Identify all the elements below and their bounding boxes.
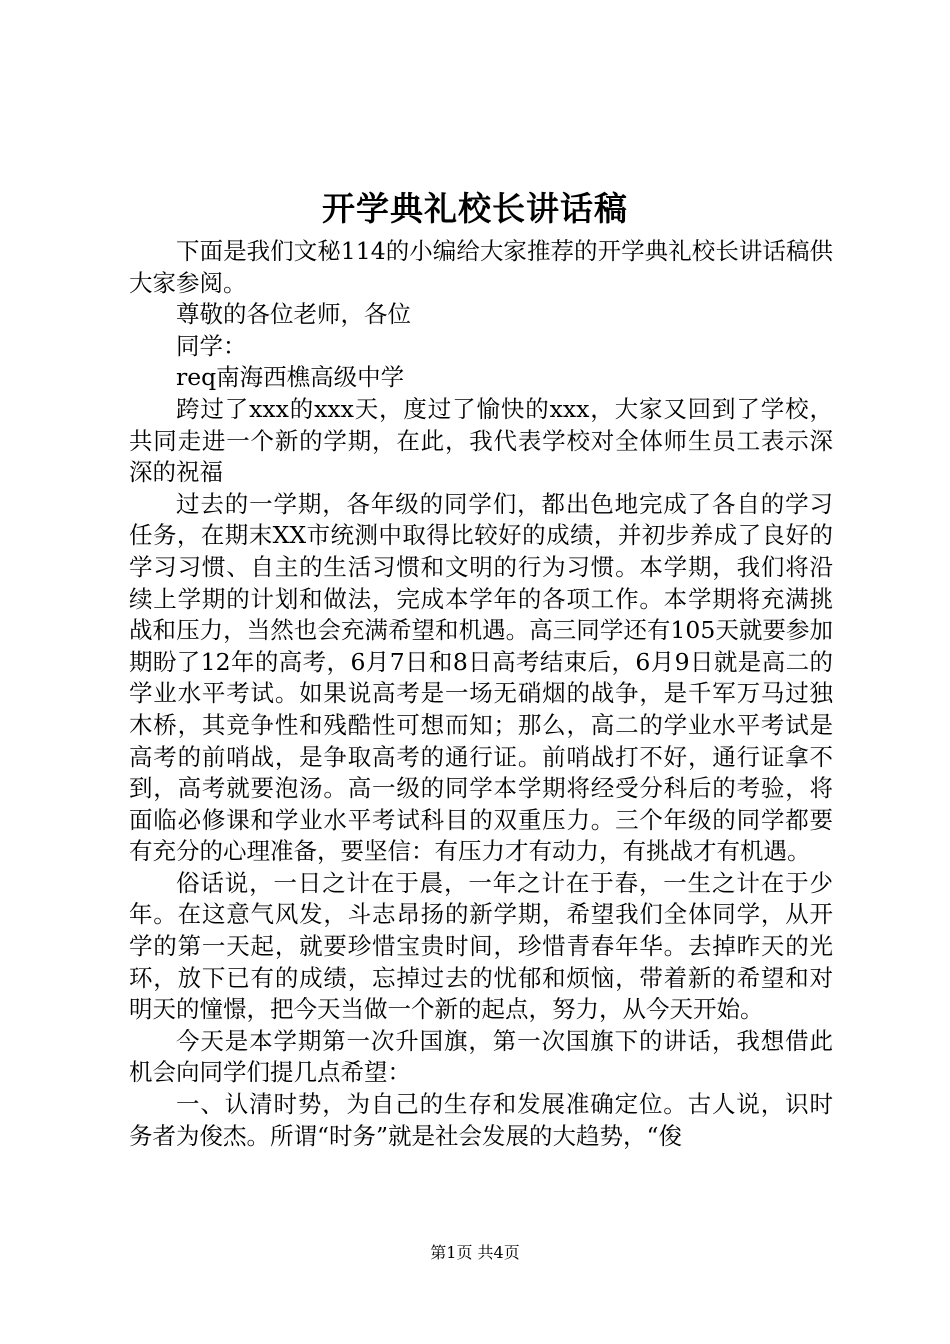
paragraph-flag-speech: 今天是本学期第一次升国旗，第一次国旗下的讲话，我想借此机会向同学们提几点希望： [129,1026,833,1087]
paragraph-salutation: 尊敬的各位老师，各位 [176,300,411,329]
paragraph-past-semester: 过去的一学期，各年级的同学们，都出色地完成了各自的学习任务，在期末XX市统测中取得比较好的成绩，并初步养成了良好的学习习惯、自主的生活习惯和文明的行为习惯。本学期，我们将沿续上学期的计划和做法，完成本学年的各项工作。本学期将充满挑战和压力，当然也会充满希望和机遇。高三同学还有105天就要参加期盼了12年的高考，6月7日和8日高考结束后，6月9日就是高二的学业水平考试。如果说高考是一场无硝烟的战争，是千军万马过独木桥，其竞争性和残酷性可想而知；那么，高二的学业水平考试是高考的前哨战，是争取高考的通行证。前哨战打不好，通行证拿不到，高考就要泡汤。高一级的同学本学期将经受分科后的考验，将面临必修课和学业水平考试科目的双重压力。三个年级的同学都要有充分的心理准备，要坚信：有压力才有动力，有挑战才有机遇。 [129,489,833,866]
document-title: 开学典礼校长讲话稿 [322,189,628,228]
paragraph-point-one: 一、认清时势，为自己的生存和发展准确定位。古人说，识时务者为俊杰。所谓“时务”就是社会发展的大趋势，“俊 [129,1090,833,1150]
paragraph-proverb: 俗话说，一日之计在于晨，一年之计在于春，一生之计在于少年。在这意气风发，斗志昂扬的新学期，希望我们全体同学，从开学的第一天起，就要珍惜宝贵时间，珍惜青春年华。去掉昨天的光环，放下已有的成绩，忘掉过去的忧郁和烦恼，带着新的希望和对明天的憧憬，把今天当做一个新的起点，努力，从今天开始。 [129,868,833,1024]
paragraph-salutation-cont: 同学： [176,331,247,360]
paragraph-school-name: req南海西樵高级中学 [176,363,405,392]
paragraph-greeting: 跨过了xxx的xxx天，度过了愉快的xxx，大家又回到了学校，共同走进一个新的学期，在此，我代表学校对全体师生员工表示深深的祝福 [129,394,833,487]
paragraph-intro: 下面是我们文秘114的小编给大家推荐的开学典礼校长讲话稿供大家参阅。 [129,237,833,297]
document-body [129,236,833,1152]
page-footer: 第1页 共4页 [430,1243,520,1262]
